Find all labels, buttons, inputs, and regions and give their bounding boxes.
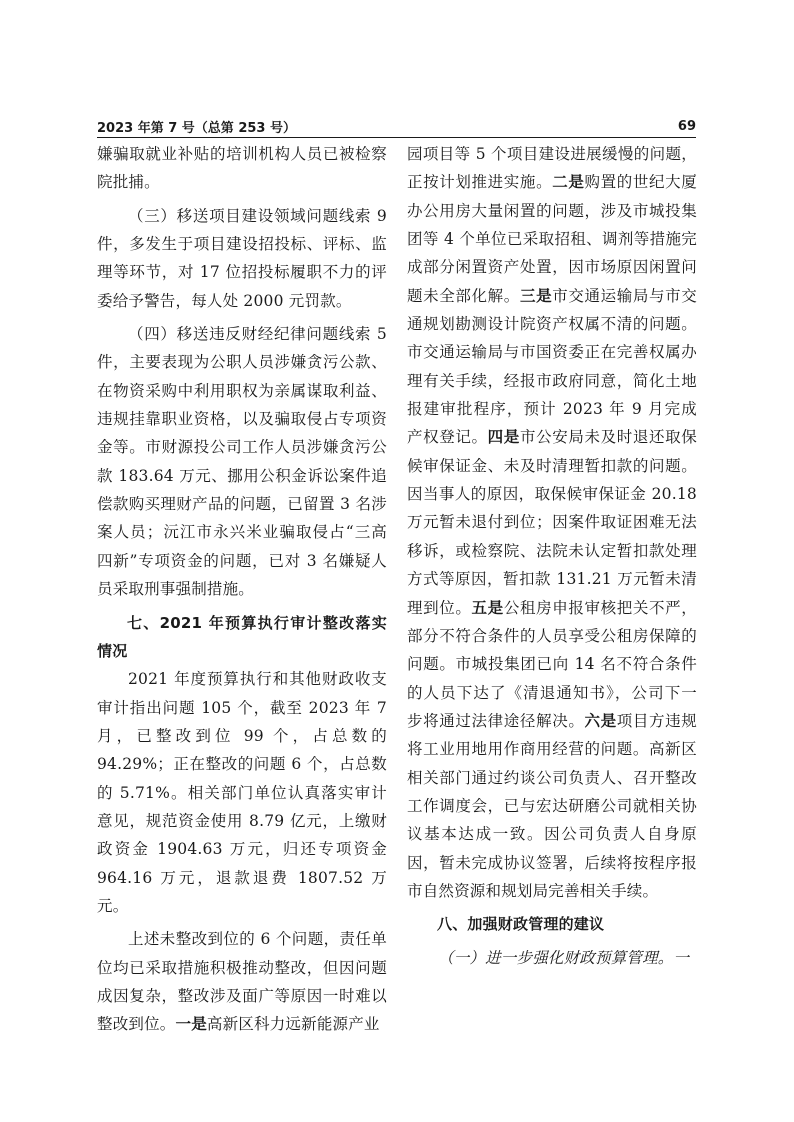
bold-marker: 一是	[175, 1014, 207, 1034]
paragraph-text: 上述未整改到位的 6 个问题，责任单位均已采取措施积极推动整改，但因问题成因复杂，整改涉及面广等原因一时难以整改到位。	[97, 930, 387, 1034]
paragraph-text: 市公安局未及时退还取保候审保证金、未及时清理暂扣款的问题。因当事人的原因，取保候审保证金 20.18 万元暂未退付到位；因案件取证困难无法移诉，或检察院、法院未认定暂扣款处理方式等原因，暂扣款 131.21 万元暂未清理到位。	[407, 428, 697, 617]
paragraph: （三）移送项目建设领域问题线索 9 件，多发生于项目建设招投标、评标、监理等环节，对 17 位招投标履职不力的评委给予警告，每人处 2000 元罚款。	[97, 206, 387, 310]
paragraph-text: 市交通运输局与市交通规划勘测设计院资产权属不清的问题。市交通运输局与市国资委正在完善权属办理有关手续，经报市政府同意，简化土地报建审批程序，预计 2023 年 9 月完成产权登记。	[407, 286, 697, 447]
bold-marker: 二是	[552, 172, 585, 192]
paragraph: （四）移送违反财经纪律问题线索 5 件，主要表现为公职人员涉嫌贪污公款、在物资采购中利用职权为亲属谋取利益、违规挂靠职业资格，以及骗取侵占专项资金等。市财源投公司工作人员涉嫌贪污公款 183.64 万元、挪用公积金诉讼案件追偿款购买理财产品的问题，已留置 3 名涉案人员；沅江市永兴米业骗取侵占“三高四新”专项资金的问题，已对 3 名嫌疑人员采取刑事强制措施。	[97, 325, 387, 599]
paragraph	[97, 925, 387, 1038]
bold-marker: 三是	[519, 285, 553, 305]
header-rule	[97, 137, 696, 138]
page-header	[97, 116, 696, 136]
bold-marker: 六是	[584, 710, 617, 730]
bold-marker: 五是	[471, 597, 504, 617]
right-column	[407, 140, 697, 972]
paragraph	[407, 140, 697, 905]
bold-marker: 四是	[487, 427, 520, 447]
paragraph-text: 购置的世纪大厦办公用房大量闲置的问题，涉及市城投集团等 4 个单位已采取招租、调剂等措施完成部分闲置资产处置，因市场原因闲置问题未全部化解。	[407, 173, 698, 305]
paragraph-text: 公租房申报审核把关不严，部分不符合条件的人员享受公租房保障的问题。市城投集团已向 14 名不符合条件的人员下达了《清退通知书》，公司下一步将通过法律途径解决。	[407, 598, 698, 730]
paragraph-text: 高新区科力远新能源产业	[206, 1015, 380, 1034]
section-heading: 八、加强财政管理的建议	[437, 915, 605, 934]
paragraph-text: 项目方违规将工业用地用作商用经营的问题。高新区相关部门通过约谈公司负责人、召开整改工作调度会，已与宏达研磨公司就相关协议基本达成一致。因公司负责人自身原因，暂未完成协议签署，后续将按程序报市自然资源和规划局完善相关手续。	[407, 711, 698, 900]
issue-label: 2023 年第 7 号（总第 253 号）	[97, 120, 296, 136]
paragraph: 嫌骗取就业补贴的培训机构人员已被检察院批捕。	[97, 145, 387, 192]
section-heading: 七、2021 年预算执行审计整改落实情况	[97, 613, 387, 660]
paragraph: 2021 年度预算执行和其他财政收支审计指出问题 105 个，截至 2023 年 7 月，已整改到位 99 个，占总数的 94.29%；正在整改的问题 6 个，占总数的 5.71%。相关部门单位认真落实审计意见，规范资金使用 8.79 亿元，上缴财政资金 1904.63 万元，归还专项资金 964.16 万元，退款退费 1807.52 万元。	[97, 670, 387, 915]
page-number: 69	[677, 118, 696, 134]
paragraph-text: 园项目等 5 个项目建设进展缓慢的问题，正按计划推进实施。	[407, 145, 697, 192]
left-column	[97, 140, 387, 1039]
subsection-heading: （一）进一步强化财政预算管理。一	[438, 948, 690, 967]
